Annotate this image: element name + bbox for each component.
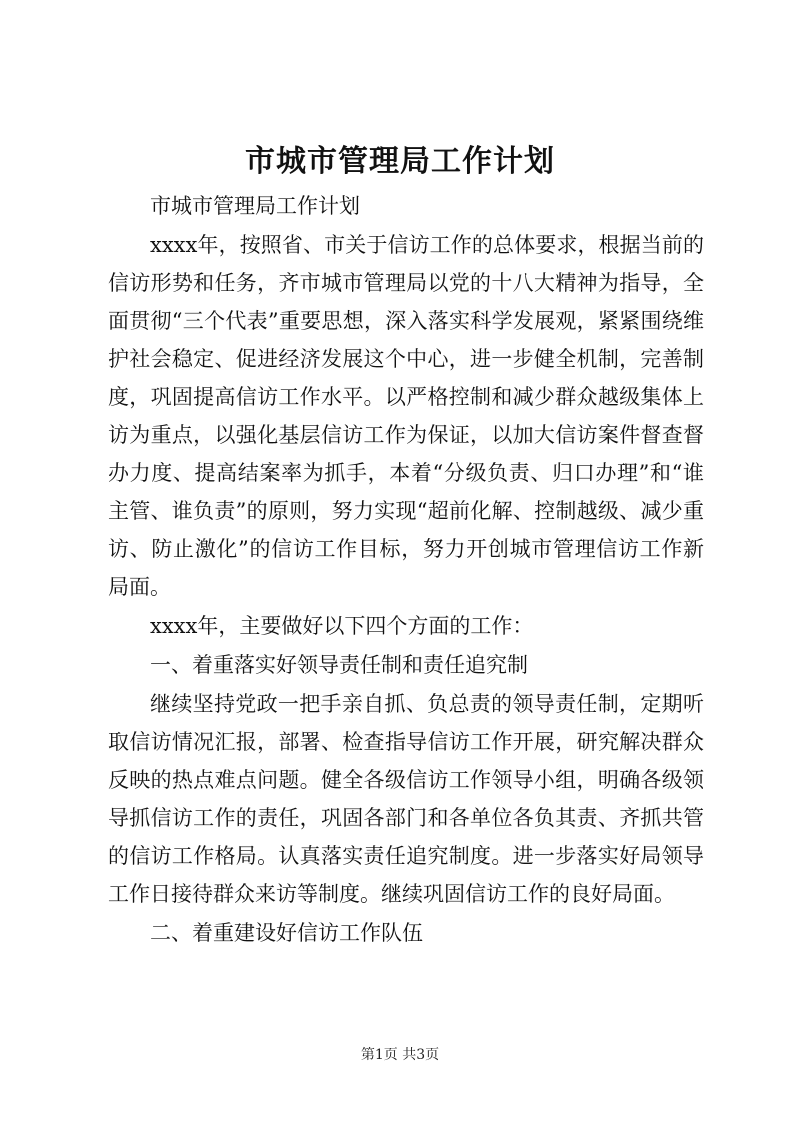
section-1-paragraph: 继续坚持党政一把手亲自抓、负总责的领导责任制，定期听取信访情况汇报，部署、检查指导信访工作开展，研究解决群众反映的热点难点问题。健全各级信访工作领导小组，明确各级领导抓信访工作的责任，巩固各部门和各单位各负其责、齐抓共管的信访工作格局。认真落实责任追究制度。进一步落实好局领导工作日接待群众来访等制度。继续巩固信访工作的良好局面。	[108, 692, 704, 906]
document-body	[108, 187, 704, 953]
section-heading-1: 一、着重落实好领导责任制和责任追究制	[150, 653, 528, 677]
page-footer: 第1页 共3页	[360, 1047, 440, 1063]
intro-paragraph: xxxx年，按照省、市关于信访工作的总体要求，根据当前的信访形势和任务，齐市城市管理局以党的十八大精神为指导，全面贯彻“三个代表”重要思想，深入落实科学发展观，紧紧围绕维护社会稳定、促进经济发展这个中心，进一步健全机制，完善制度，巩固提高信访工作水平。以严格控制和减少群众越级集体上访为重点，以强化基层信访工作为保证，以加大信访案件督查督办力度、提高结案率为抓手，本着“分级负责、归口办理”和“谁主管、谁负责”的原则，努力实现“超前化解、控制越级、减少重访、防止激化”的信访工作目标，努力开创城市管理信访工作新局面。	[108, 233, 704, 599]
section-heading-2: 二、着重建设好信访工作队伍	[150, 921, 423, 945]
document-title: 市城市管理局工作计划	[245, 144, 555, 179]
work-overview-paragraph: xxxx年，主要做好以下四个方面的工作：	[150, 614, 534, 638]
subtitle-paragraph: 市城市管理局工作计划	[150, 194, 360, 218]
